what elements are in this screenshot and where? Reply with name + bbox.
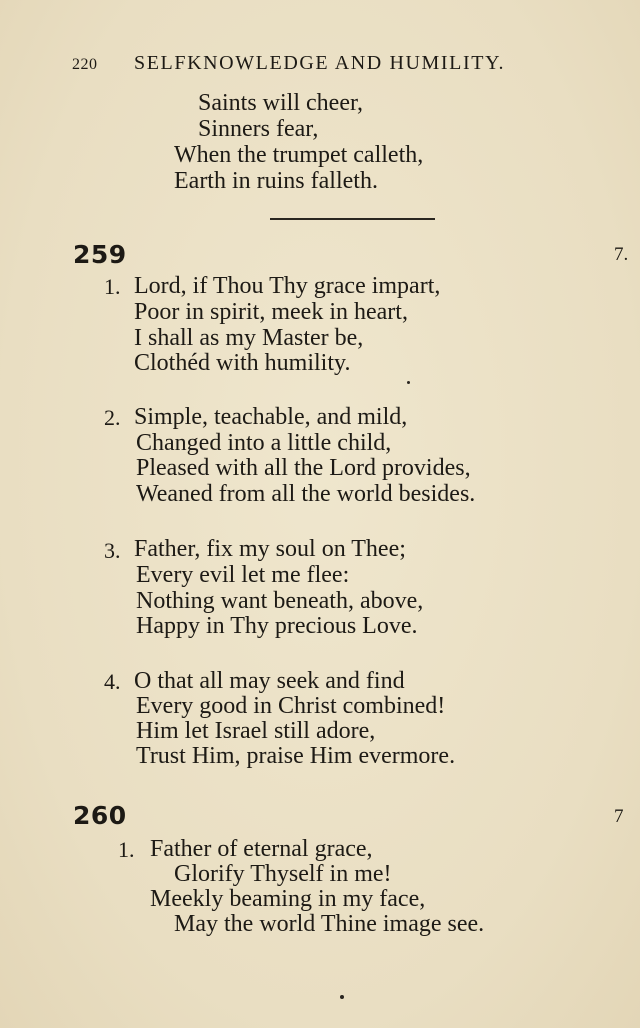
hymn-line: Meekly beaming in my face, <box>150 886 426 912</box>
print-speck <box>407 381 410 384</box>
hymn-meter: 7. <box>614 244 629 265</box>
hymn-line: Simple, teachable, and mild, <box>134 404 408 430</box>
hymn-line: Earth in ruins falleth. <box>174 168 378 194</box>
print-speck <box>340 995 344 999</box>
hymn-line: Every evil let me flee: <box>136 562 350 588</box>
hymn-line: Every good in Christ combined! <box>136 693 446 719</box>
hymn-number: 260 <box>73 801 127 830</box>
hymn-line: Weaned from all the world besides. <box>136 481 476 507</box>
hymn-line: Father, fix my soul on Thee; <box>134 536 406 562</box>
hymn-line: Trust Him, praise Him evermore. <box>136 743 456 769</box>
hymn-meter: 7 <box>614 806 624 827</box>
verse-number: 3. <box>104 538 121 563</box>
hymn-line: Lord, if Thou Thy grace impart, <box>134 273 441 299</box>
page-number: 220 <box>72 56 98 73</box>
running-title: SELFKNOWLEDGE AND HUMILITY. <box>134 52 506 74</box>
hymn-line: Father of eternal grace, <box>150 836 373 862</box>
verse-number: 1. <box>104 274 121 299</box>
hymn-line: When the trumpet calleth, <box>174 142 424 168</box>
hymn-line: Sinners fear, <box>198 116 319 142</box>
verse-number: 4. <box>104 669 121 694</box>
hymn-line: Him let Israel still adore, <box>136 718 376 744</box>
hymn-line: Clothéd with humility. <box>134 350 351 376</box>
hymn-line: Pleased with all the Lord provides, <box>136 455 471 481</box>
section-divider <box>270 218 435 220</box>
hymn-line: Happy in Thy precious Love. <box>136 613 418 639</box>
hymn-line: O that all may seek and find <box>134 668 405 694</box>
hymn-line: Glorify Thyself in me! <box>174 861 392 887</box>
hymn-number: 259 <box>73 240 127 269</box>
hymn-line: Changed into a little child, <box>136 430 392 456</box>
page-header <box>72 52 570 80</box>
verse-number: 1. <box>118 837 135 862</box>
hymn-line: May the world Thine image see. <box>174 911 485 937</box>
hymn-line: I shall as my Master be, <box>134 325 364 351</box>
hymn-line: Poor in spirit, meek in heart, <box>134 299 408 325</box>
hymn-line: Nothing want beneath, above, <box>136 588 424 614</box>
hymn-line: Saints will cheer, <box>198 90 363 116</box>
verse-number: 2. <box>104 405 121 430</box>
